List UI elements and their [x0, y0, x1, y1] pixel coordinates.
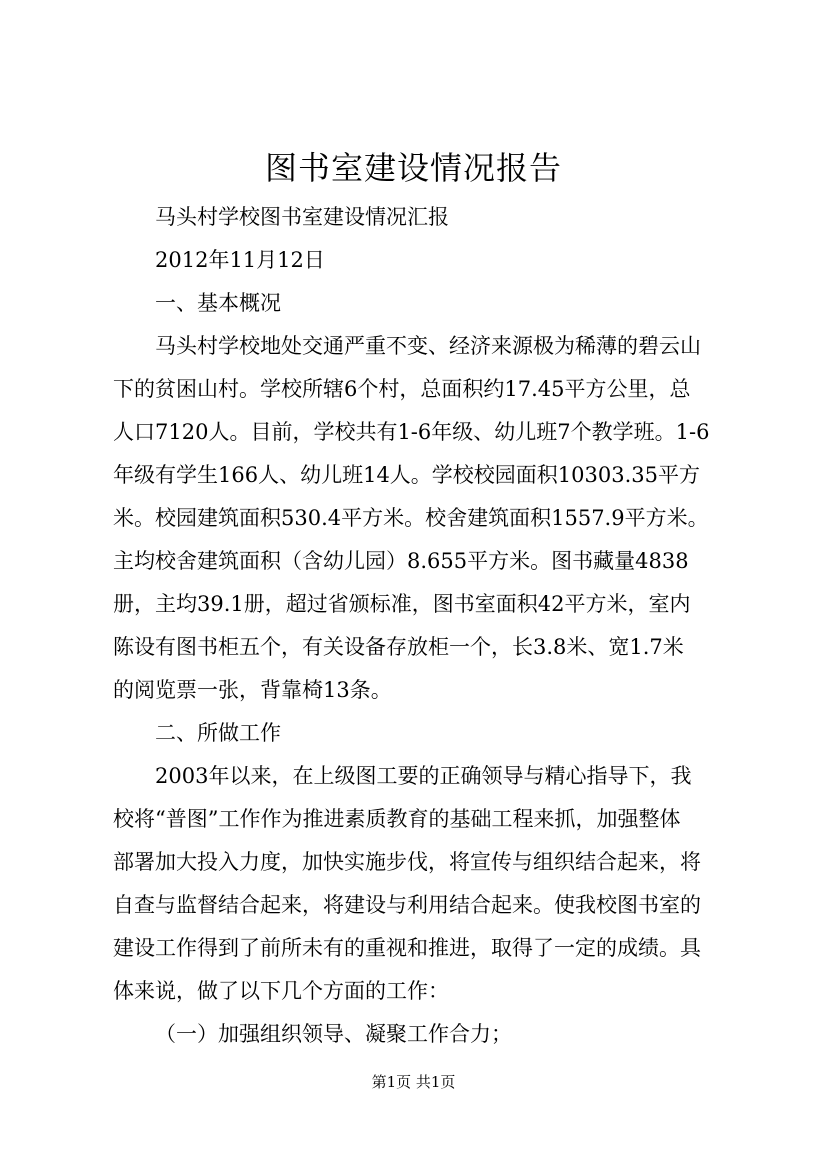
paragraph-line: 米。校园建筑面积530.4平方米。校舍建筑面积1557.9平方米。 [113, 506, 709, 530]
document-date: 2012年11月12日 [155, 248, 325, 272]
document-subtitle: 马头村学校图书室建设情况汇报 [155, 205, 449, 229]
section-heading-work: 二、所做工作 [155, 721, 281, 745]
page-footer: 第1页 共1页 [371, 1073, 456, 1091]
paragraph-line: 部署加大投入力度，加快实施步伐，将宣传与组织结合起来，将 [113, 850, 701, 874]
paragraph-line: 校将“普图”工作作为推进素质教育的基础工程来抓，加强整体 [113, 807, 681, 831]
paragraph-line: 册，主均39.1册，超过省颁标准，图书室面积42平方米，室内 [113, 592, 691, 616]
paragraph-line: 主均校舍建筑面积（含幼儿园）8.655平方米。图书藏量4838 [113, 549, 689, 573]
paragraph-line: 建设工作得到了前所未有的重视和推进，取得了一定的成绩。具 [113, 936, 701, 960]
paragraph-line: 下的贫困山村。学校所辖6个村，总面积约17.45平方公里，总 [113, 377, 691, 401]
section-heading-overview: 一、基本概况 [155, 291, 281, 315]
paragraph-line: 陈设有图书柜五个，有关设备存放柜一个，长3.8米、宽1.7米 [113, 635, 684, 659]
document-title: 图书室建设情况报告 [264, 149, 562, 187]
paragraph-line: 的阅览票一张，背靠椅13条。 [113, 678, 392, 702]
paragraph-line: 马头村学校地处交通严重不变、经济来源极为稀薄的碧云山 [155, 334, 701, 358]
document-body [113, 196, 737, 1056]
paragraph-line: 年级有学生166人、幼儿班14人。学校校园面积10303.35平方 [113, 463, 701, 487]
paragraph-line: 人口7120人。目前，学校共有1-6年级、幼儿班7个教学班。1-6 [113, 420, 710, 444]
paragraph-line: 2003年以来，在上级图工要的正确领导与精心指导下，我 [155, 764, 692, 788]
subsection-heading: （一）加强组织领导、凝聚工作合力； [155, 1022, 512, 1046]
paragraph-line: 体来说，做了以下几个方面的工作： [113, 979, 449, 1003]
paragraph-line: 自查与监督结合起来，将建设与利用结合起来。使我校图书室的 [113, 893, 701, 917]
